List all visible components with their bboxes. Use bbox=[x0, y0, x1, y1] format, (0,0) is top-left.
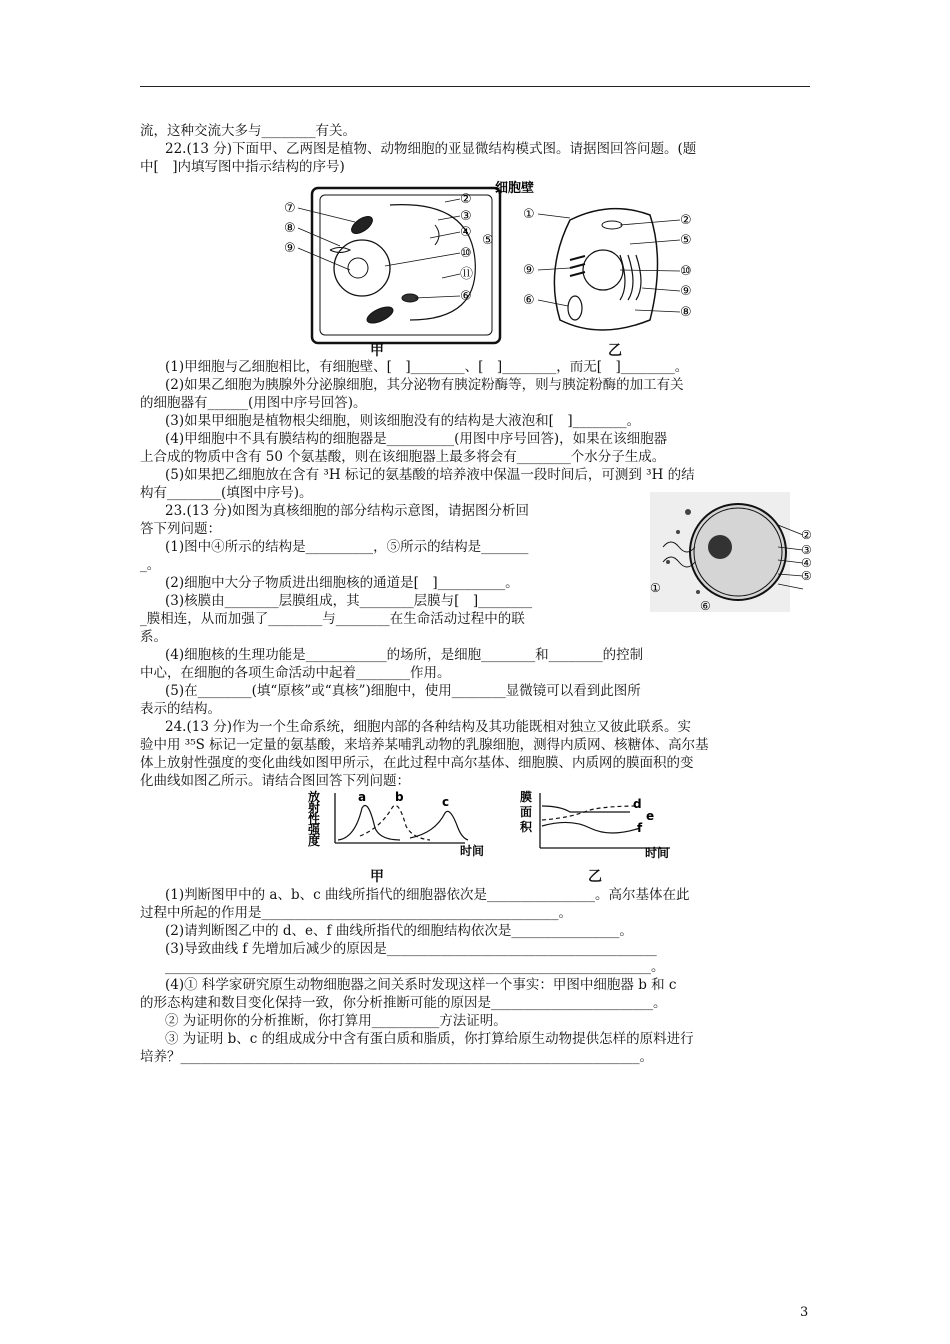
label-mark: ⑨ bbox=[284, 241, 296, 256]
text-line: ________________________________________________________________________。 bbox=[165, 959, 665, 975]
xlabel: 时间 bbox=[460, 844, 485, 858]
text-line: 系。 bbox=[140, 629, 167, 645]
figure-caption: 乙 bbox=[588, 869, 602, 885]
figure-caption: 甲 bbox=[370, 869, 384, 885]
label-mark: ⑤ bbox=[680, 233, 692, 248]
graphs-figure bbox=[300, 788, 700, 860]
page-number: 3 bbox=[800, 1305, 809, 1320]
text-line: 上合成的物质中含有 50 个氨基酸，则在该细胞器上最多将会有________个水分子生成。 bbox=[140, 449, 666, 465]
animal-cell-diagram bbox=[554, 209, 657, 330]
question-23-part-1: (1)图中④所示的结构是__________，⑤所示的结构是_______ bbox=[165, 539, 529, 555]
question-22-part-5: (5)如果把乙细胞放在含有 ³H 标记的氨基酸的培养液中保温一段时间后，可测到 ³H 的结 bbox=[165, 467, 695, 483]
ylabel-char: 面 bbox=[520, 805, 533, 819]
label-mark: ① bbox=[650, 581, 661, 595]
question-24-part-3: (3)导致曲线 f 先增加后减少的原因是________________________________________ bbox=[165, 941, 657, 957]
label-mark: ⑨ bbox=[523, 263, 535, 278]
label-mark: ② bbox=[680, 213, 692, 228]
text-line: _。 bbox=[140, 557, 161, 573]
text-line: 化曲线如图乙所示。请结合图回答下列问题： bbox=[140, 773, 410, 789]
question-24-stem: 24.(13 分)作为一个生命系统，细胞内部的各种结构及其功能既相对独立又彼此联系。实 bbox=[165, 719, 691, 735]
label-mark: ① bbox=[523, 207, 535, 222]
question-23-stem: 23.(13 分)如图为真核细胞的部分结构示意图，请据图分析回 bbox=[165, 503, 529, 519]
ylabel-char: 积 bbox=[520, 820, 533, 834]
header-rule bbox=[140, 86, 810, 87]
ylabel-char: 膜 bbox=[520, 790, 533, 804]
text-line: ③ 为证明 b、c 的组成成分中含有蛋白质和脂质，你打算给原生动物提供怎样的原料进行 bbox=[165, 1031, 694, 1047]
text-line: 中[ ]内填写图中指示结构的序号) bbox=[140, 159, 345, 175]
text-line: 答下列问题： bbox=[140, 521, 221, 537]
text-line: 培养？____________________________________________________________________。 bbox=[140, 1049, 653, 1065]
label-mark: ③ bbox=[460, 209, 472, 224]
label-mark: ⑪ bbox=[460, 267, 474, 282]
curve-label-e: e bbox=[646, 809, 655, 823]
question-23-part-3: (3)核膜由________层膜组成，其________层膜与[ ]________ bbox=[165, 593, 533, 609]
label-mark: ② bbox=[460, 192, 472, 207]
label-mark: ⑥ bbox=[523, 293, 535, 308]
text-line: 中心，在细胞的各项生命活动中起着________作用。 bbox=[140, 665, 451, 681]
label-mark: ⑤ bbox=[482, 233, 494, 248]
ylabel-char: 放 bbox=[308, 790, 321, 804]
label-mark: ⑩ bbox=[680, 264, 692, 279]
question-23-part-5: (5)在________(填“原核”或“真核”)细胞中，使用________显微镜可以看到此图所 bbox=[165, 683, 641, 699]
question-23-part-4: (4)细胞核的生理功能是____________的场所，是细胞________和________的控制 bbox=[165, 647, 644, 663]
question-22-part-2: (2)如果乙细胞为胰腺外分泌腺细胞，其分泌物有胰淀粉酶等，则与胰淀粉酶的加工有关 bbox=[165, 377, 684, 393]
curve-label-b: b bbox=[395, 790, 404, 804]
ylabel-char: 度 bbox=[308, 834, 321, 848]
question-24-part-1: (1)判断图甲中的 a、b、c 曲线所指代的细胞器依次是________________。高尔基体在此 bbox=[165, 887, 690, 903]
label-mark: ③ bbox=[801, 543, 812, 557]
question-22-part-3: (3)如果甲细胞是植物根尖细胞，则该细胞没有的结构是大液泡和[ ]________。 bbox=[165, 413, 641, 429]
ylabel-char: 射 bbox=[308, 801, 321, 815]
question-24-part-2: (2)请判断图乙中的 d、e、f 曲线所指代的细胞结构依次是________________。 bbox=[165, 923, 633, 939]
curve-label-a: a bbox=[358, 790, 367, 804]
question-22-part-1: (1)甲细胞与乙细胞相比，有细胞壁、[ ]________、[ ]________，而无[ ]________。 bbox=[165, 359, 689, 375]
text-line: 过程中所起的作用是____________________________________________。 bbox=[140, 905, 572, 921]
text-line: ② 为证明你的分析推断，你打算用__________方法证明。 bbox=[165, 1013, 507, 1029]
cell-wall-label: 细胞壁 bbox=[495, 181, 535, 196]
question-23-part-2: (2)细胞中大分子物质进出细胞核的通道是[ ]__________。 bbox=[165, 575, 519, 591]
cell-diagram-figure bbox=[270, 180, 710, 358]
text-line: _膜相连，从而加强了________与________在生命活动过程中的联 bbox=[140, 611, 525, 627]
label-mark: ⑧ bbox=[680, 305, 692, 320]
label-mark: ④ bbox=[460, 225, 472, 240]
label-mark: ⑧ bbox=[284, 221, 296, 236]
text-line: 的细胞器有______(用图中序号回答)。 bbox=[140, 395, 367, 411]
xlabel: 时间 bbox=[645, 846, 670, 860]
question-22-stem: 22.(13 分)下面甲、乙两图是植物、动物细胞的亚显微结构模式图。请据图回答问题。(题 bbox=[165, 141, 697, 157]
ylabel-char: 性 bbox=[308, 812, 321, 826]
text-line: 流，这种交流大多与________有关。 bbox=[140, 123, 356, 139]
label-mark: ④ bbox=[801, 556, 812, 570]
label-mark: ⑦ bbox=[284, 201, 296, 216]
label-mark: ⑤ bbox=[801, 569, 812, 583]
ylabel-char: 强 bbox=[308, 823, 321, 837]
curve-label-d: d bbox=[633, 797, 642, 811]
label-mark: ⑥ bbox=[460, 289, 472, 304]
figure-caption: 甲 bbox=[370, 343, 384, 359]
nucleus-figure bbox=[648, 492, 818, 617]
text-line: 体上放射性强度的变化曲线如图甲所示，在此过程中高尔基体、细胞膜、内质网的膜面积的变 bbox=[140, 755, 694, 771]
figure-caption: 乙 bbox=[608, 343, 622, 359]
text-line: 验中用 ³⁵S 标记一定量的氨基酸，来培养某哺乳动物的乳腺细胞，测得内质网、核糖体、高尔基 bbox=[140, 737, 709, 753]
curve-label-c: c bbox=[442, 795, 450, 809]
text-line: 构有________(填图中序号)。 bbox=[140, 485, 313, 501]
question-22-part-4: (4)甲细胞中不具有膜结构的细胞器是__________(用图中序号回答)，如果在该细胞器 bbox=[165, 431, 668, 447]
label-mark: ⑥ bbox=[700, 599, 711, 613]
text-line: 的形态构建和数目变化保持一致，你分析推断可能的原因是________________________。 bbox=[140, 995, 667, 1011]
text-line: 表示的结构。 bbox=[140, 701, 221, 717]
label-mark: ⑨ bbox=[680, 284, 692, 299]
curve-label-f: f bbox=[637, 821, 643, 835]
label-mark: ② bbox=[801, 528, 812, 542]
question-24-part-4: (4)① 科学家研究原生动物细胞器之间关系时发现这样一个事实：甲图中细胞器 b 和 c bbox=[165, 977, 677, 993]
label-mark: ⑩ bbox=[460, 246, 472, 261]
